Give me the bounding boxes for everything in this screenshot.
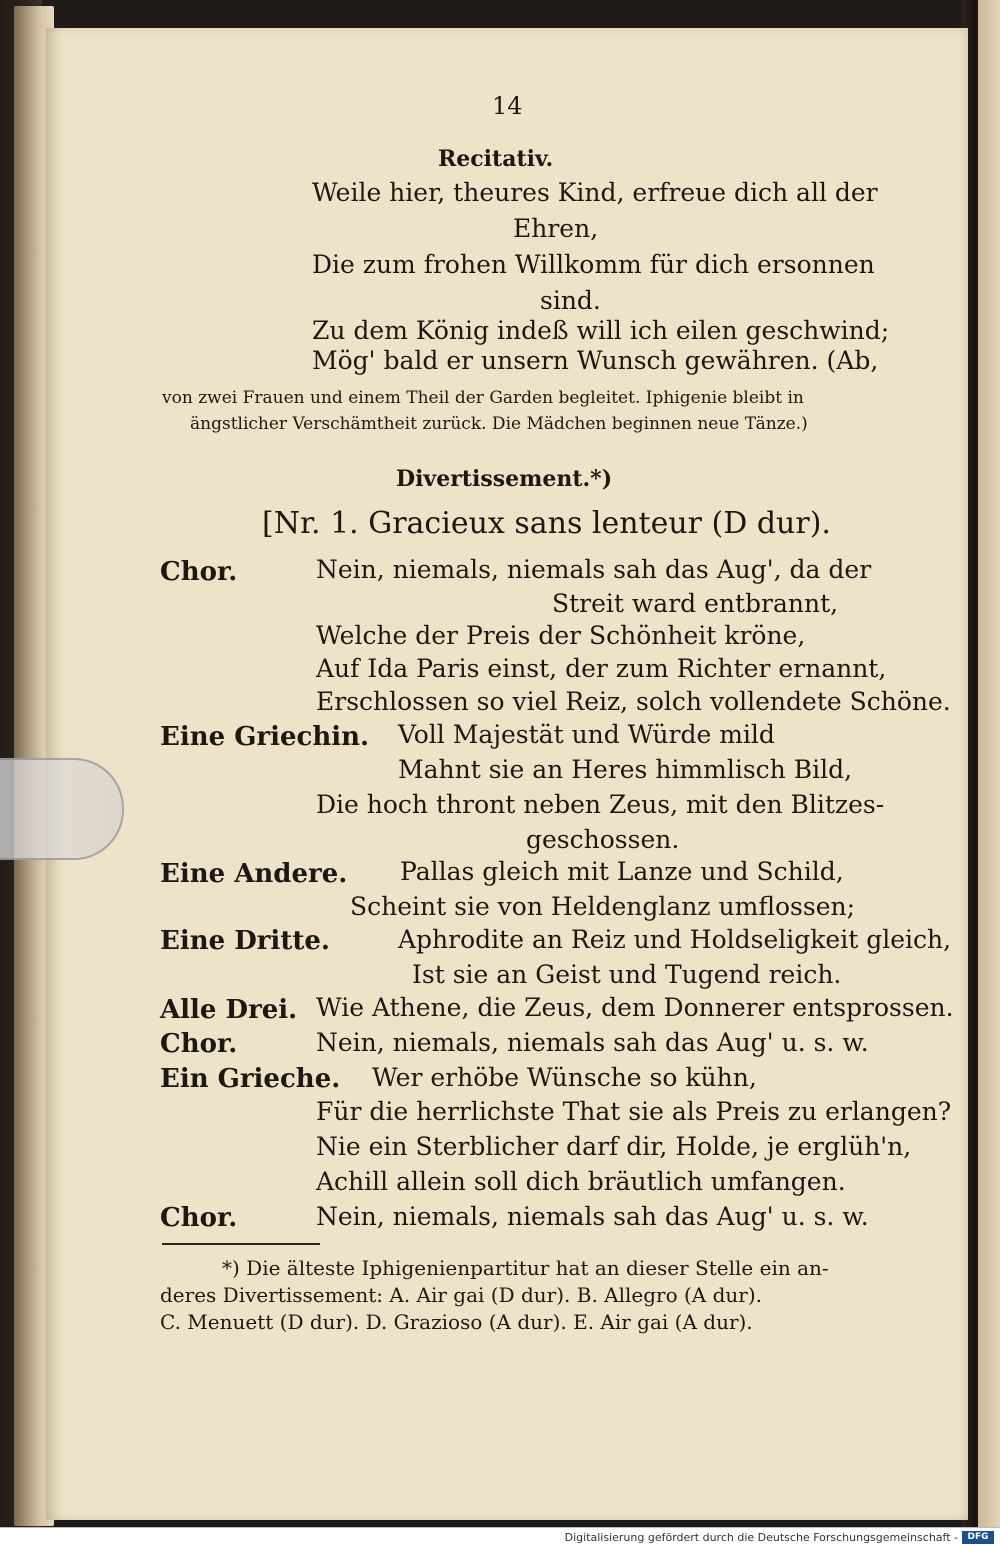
dialogue-line: Nein, niemals, niemals sah das Aug', da der	[316, 555, 872, 584]
page-number: 14	[492, 92, 523, 120]
recitativ-line: sind.	[540, 286, 601, 315]
dialogue-line: Voll Majestät und Würde mild	[398, 720, 775, 749]
speaker-label: Chor.	[160, 557, 238, 587]
next-page-sliver	[978, 0, 1000, 1527]
footnote-rule	[162, 1243, 320, 1245]
speaker-label: Alle Drei.	[160, 995, 298, 1025]
recitativ-line: Weile hier, theures Kind, erfreue dich all der	[312, 178, 878, 207]
dialogue-line: Scheint sie von Heldenglanz umflossen;	[350, 892, 856, 921]
dfg-logo: DFG	[962, 1531, 994, 1544]
speaker-label: Ein Grieche.	[160, 1064, 341, 1094]
speaker-label: Chor.	[160, 1203, 238, 1233]
recitativ-heading: Recitativ.	[438, 146, 554, 172]
dialogue-line: Ist sie an Geist und Tugend reich.	[412, 960, 842, 989]
dialogue-line: Für die herrlichste That sie als Preis zu erlangen?	[316, 1097, 952, 1126]
dialogue-line: Mahnt sie an Heres himmlisch Bild,	[398, 755, 853, 784]
number-title: [Nr. 1. Gracieux sans lenteur (D dur).	[262, 506, 831, 541]
dialogue-line: Wie Athene, die Zeus, dem Donnerer entsprossen.	[316, 993, 954, 1022]
dialogue-line: Nein, niemals, niemals sah das Aug' u. s. w.	[316, 1028, 869, 1057]
recitativ-line: Die zum frohen Willkomm für dich ersonnen	[312, 250, 875, 279]
dialogue-line: Die hoch thront neben Zeus, mit den Blitzes-	[316, 790, 885, 819]
digitization-credit: Digitalisierung gefördert durch die Deutsche Forschungsgemeinschaft -	[564, 1531, 958, 1544]
divertissement-heading: Divertissement.*)	[396, 466, 613, 492]
dialogue-line: geschossen.	[526, 825, 680, 854]
page-clip	[0, 758, 124, 860]
speaker-label: Chor.	[160, 1029, 238, 1059]
footnote-line: deres Divertissement: A. Air gai (D dur). B. Allegro (A dur).	[160, 1283, 763, 1307]
footer-bar	[0, 1527, 1000, 1547]
stage-direction-line: ängstlicher Verschämtheit zurück. Die Mädchen beginnen neue Tänze.)	[190, 414, 808, 434]
speaker-label: Eine Dritte.	[160, 926, 330, 956]
footnote-line: *) Die älteste Iphigenienpartitur hat an dieser Stelle ein an-	[222, 1256, 829, 1280]
footnote-line: C. Menuett (D dur). D. Grazioso (A dur). E. Air gai (A dur).	[160, 1310, 753, 1334]
dialogue-line: Wer erhöbe Wünsche so kühn,	[372, 1063, 757, 1092]
speaker-label: Eine Andere.	[160, 859, 348, 889]
recitativ-line: Ehren,	[513, 214, 599, 243]
dialogue-line: Nein, niemals, niemals sah das Aug' u. s. w.	[316, 1202, 869, 1231]
dialogue-line: Erschlossen so viel Reiz, solch vollendete Schöne.	[316, 687, 951, 716]
speaker-label: Eine Griechin.	[160, 722, 370, 752]
dialogue-line: Welche der Preis der Schönheit kröne,	[316, 621, 806, 650]
recitativ-line: Mög' bald er unsern Wunsch gewähren. (Ab,	[312, 346, 879, 375]
stage-direction-line: von zwei Frauen und einem Theil der Garden begleitet. Iphigenie bleibt in	[162, 388, 804, 408]
dialogue-line: Streit ward entbrannt,	[552, 589, 839, 618]
dialogue-line: Achill allein soll dich bräutlich umfangen.	[316, 1167, 846, 1196]
dialogue-line: Aphrodite an Reiz und Holdseligkeit gleich,	[398, 925, 952, 954]
recitativ-line: Zu dem König indeß will ich eilen geschwind;	[312, 316, 890, 345]
dialogue-line: Pallas gleich mit Lanze und Schild,	[400, 857, 844, 886]
dialogue-line: Nie ein Sterblicher darf dir, Holde, je erglüh'n,	[316, 1132, 912, 1161]
dialogue-line: Auf Ida Paris einst, der zum Richter ernannt,	[316, 654, 887, 683]
